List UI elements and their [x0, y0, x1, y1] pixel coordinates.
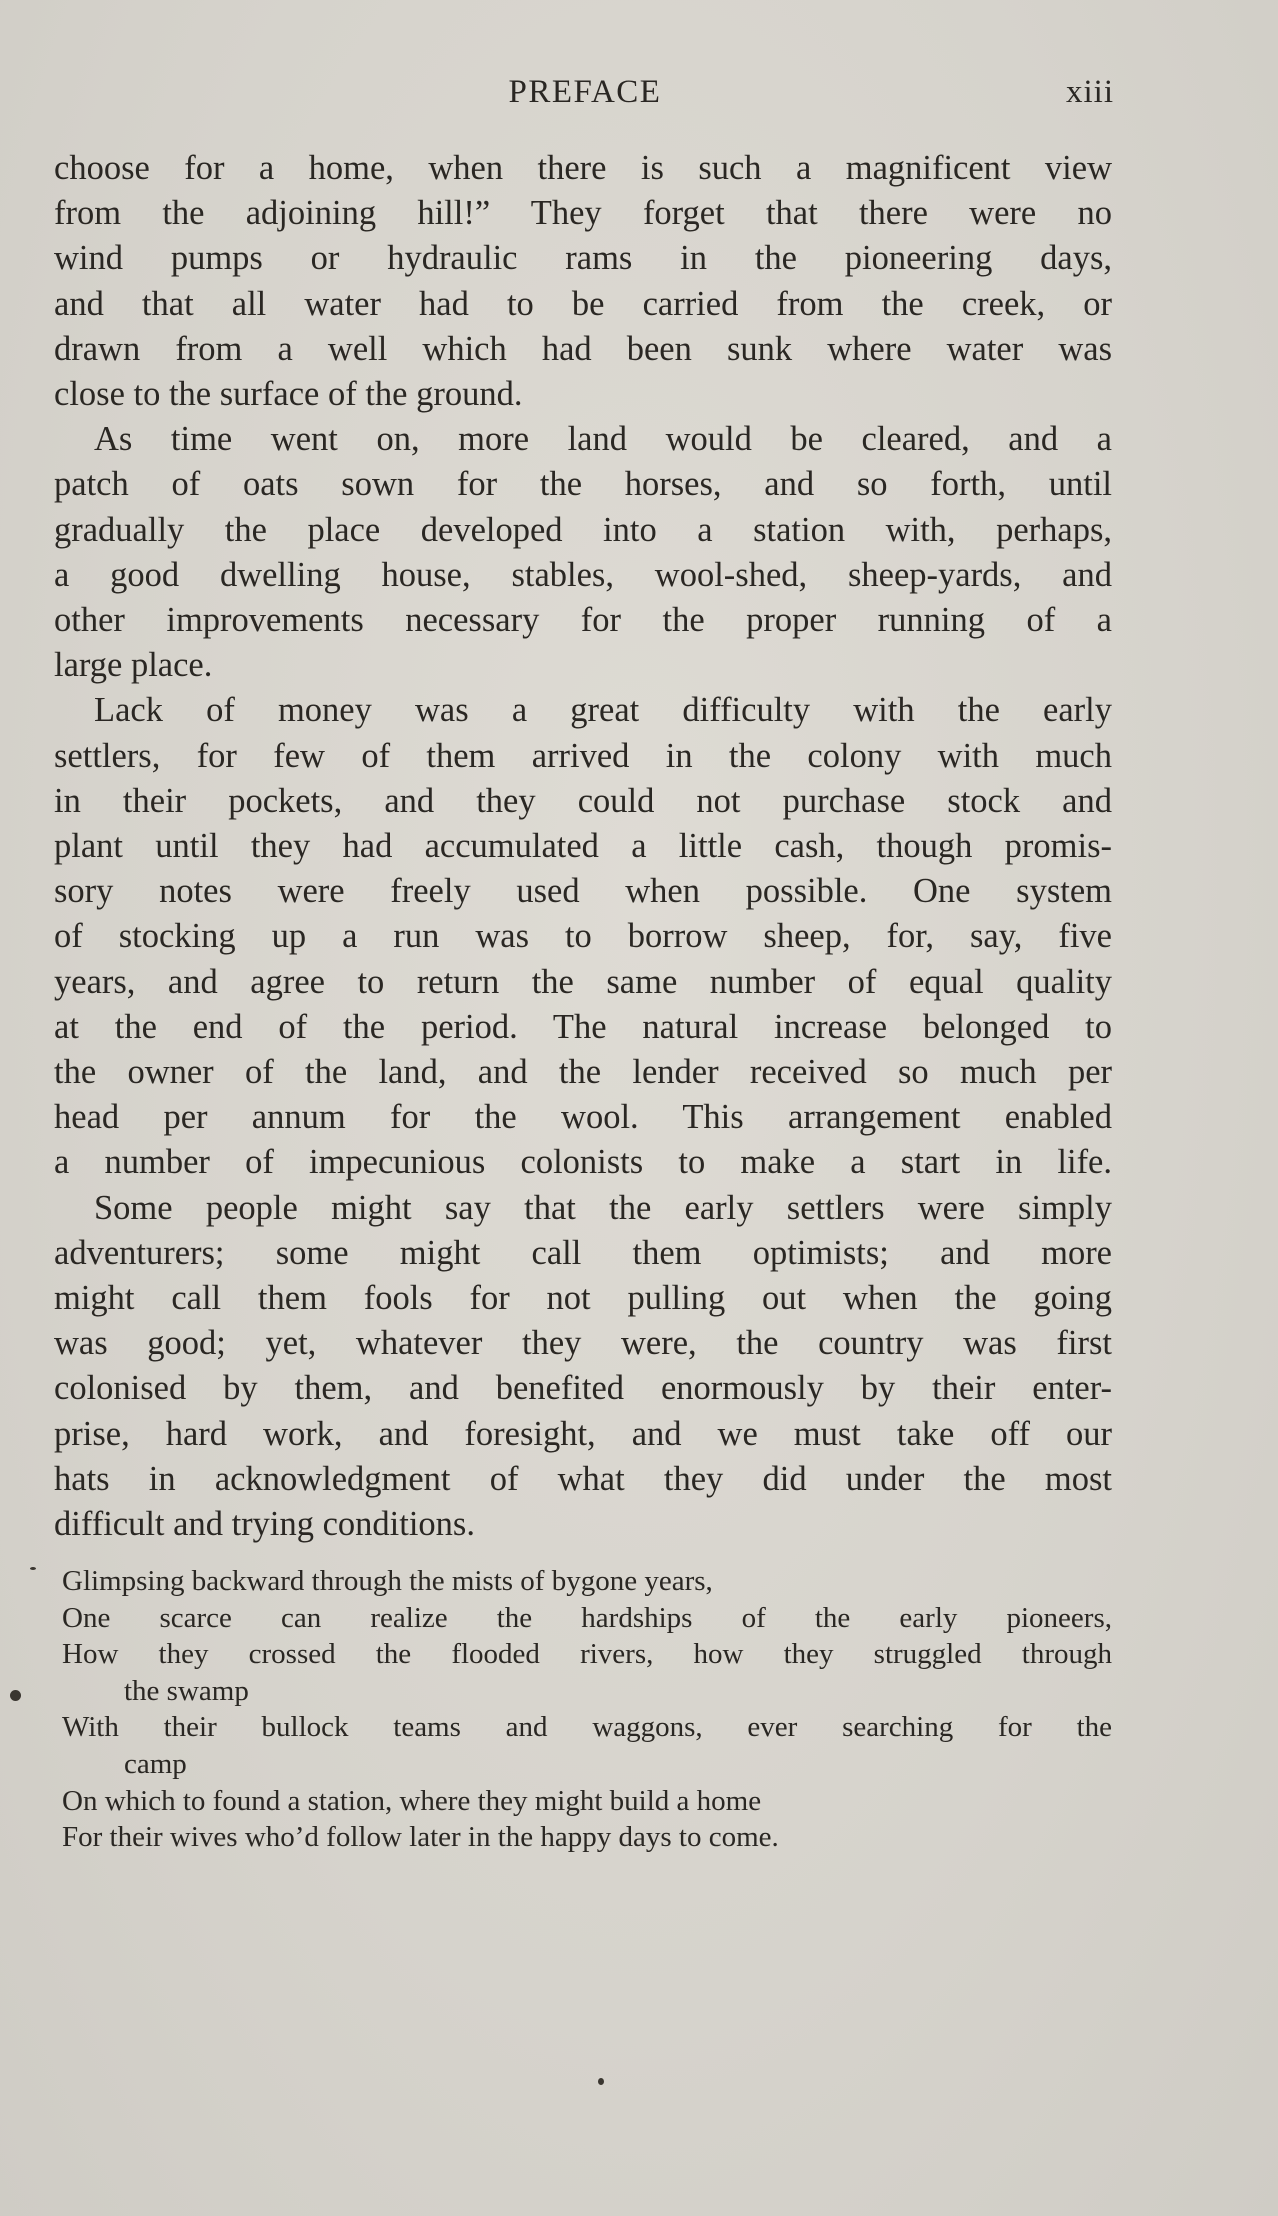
text-line: choose for a home, when there is such a magnificent view	[54, 149, 1112, 187]
text-line: might call them fools for not pulling out when the going	[54, 1279, 1112, 1318]
text-line: large place.	[54, 646, 213, 685]
verse-line: camp	[124, 1747, 187, 1780]
text-line: Lack of money was a great difficulty with the early	[94, 691, 1112, 730]
text-line: a good dwelling house, stables, wool-shed, sheep-yards, and	[54, 555, 1112, 594]
page-number: xiii	[1065, 74, 1114, 110]
verse-line: One scarce can realize the hardships of the early pioneers,	[62, 1601, 1112, 1634]
paragraph-4	[54, 1186, 1112, 1548]
verse-line: the swamp	[124, 1674, 249, 1707]
verse-line: How they crossed the flooded rivers, how they struggled through	[62, 1638, 1112, 1671]
text-line: patch of oats sown for the horses, and so forth, until	[54, 465, 1112, 504]
text-line: drawn from a well which had been sunk where water was	[54, 329, 1112, 368]
verse-line: Glimpsing backward through the mists of bygone years,	[62, 1565, 713, 1597]
body-text	[54, 146, 1112, 1547]
text-line: Some people might say that the early settlers were simply	[94, 1188, 1112, 1227]
verse-line: For their wives who’d follow later in the happy days to come.	[62, 1821, 779, 1854]
verse-line: On which to found a station, where they might build a home	[62, 1784, 762, 1817]
text-line: in their pockets, and they could not purchase stock and	[54, 781, 1112, 820]
text-line: other improvements necessary for the proper running of a	[54, 601, 1112, 640]
text-line: As time went on, more land would be cleared, and a	[94, 420, 1112, 459]
text-line: difficult and trying conditions.	[54, 1505, 475, 1544]
text-line: head per annum for the wool. This arrangement enabled	[54, 1098, 1112, 1137]
text-line: gradually the place developed into a station with, perhaps,	[54, 510, 1112, 549]
text-line: from the adjoining hill!” They forget that there were no	[54, 194, 1112, 233]
text-line: a number of impecunious colonists to make a start in life.	[54, 1143, 1112, 1182]
text-line: colonised by them, and benefited enormously by their enter-	[54, 1369, 1112, 1408]
print-speck	[30, 1567, 36, 1570]
verse-line: With their bullock teams and waggons, ever searching for the	[62, 1711, 1112, 1744]
text-line: prise, hard work, and foresight, and we must take off our	[54, 1414, 1112, 1453]
text-line: was good; yet, whatever they were, the country was first	[54, 1324, 1112, 1363]
text-line: adventurers; some might call them optimists; and more	[54, 1233, 1112, 1272]
text-line: wind pumps or hydraulic rams in the pioneering days,	[54, 239, 1112, 278]
running-head: PREFACE	[508, 74, 662, 110]
text-line: the owner of the land, and the lender received so much per	[54, 1053, 1112, 1092]
paragraph-1	[54, 146, 1112, 417]
text-line: hats in acknowledgment of what they did under the most	[54, 1459, 1112, 1498]
paragraph-3	[54, 688, 1112, 1185]
print-speck	[10, 1690, 21, 1701]
text-line: of stocking up a run was to borrow sheep, for, say, five	[54, 917, 1112, 956]
text-line: and that all water had to be carried from the creek, or	[54, 284, 1112, 323]
text-line: settlers, for few of them arrived in the colony with much	[54, 736, 1112, 775]
text-line: close to the surface of the ground.	[54, 375, 523, 414]
paragraph-2	[54, 417, 1112, 688]
text-line: sory notes were freely used when possible. One system	[54, 872, 1112, 911]
page-header	[56, 74, 1114, 124]
text-line: plant until they had accumulated a little cash, though promis-	[54, 827, 1112, 866]
print-speck	[598, 2078, 604, 2085]
text-line: at the end of the period. The natural increase belonged to	[54, 1007, 1112, 1046]
text-line: years, and agree to return the same number of equal quality	[54, 962, 1112, 1001]
verse-block	[62, 1563, 1112, 1856]
